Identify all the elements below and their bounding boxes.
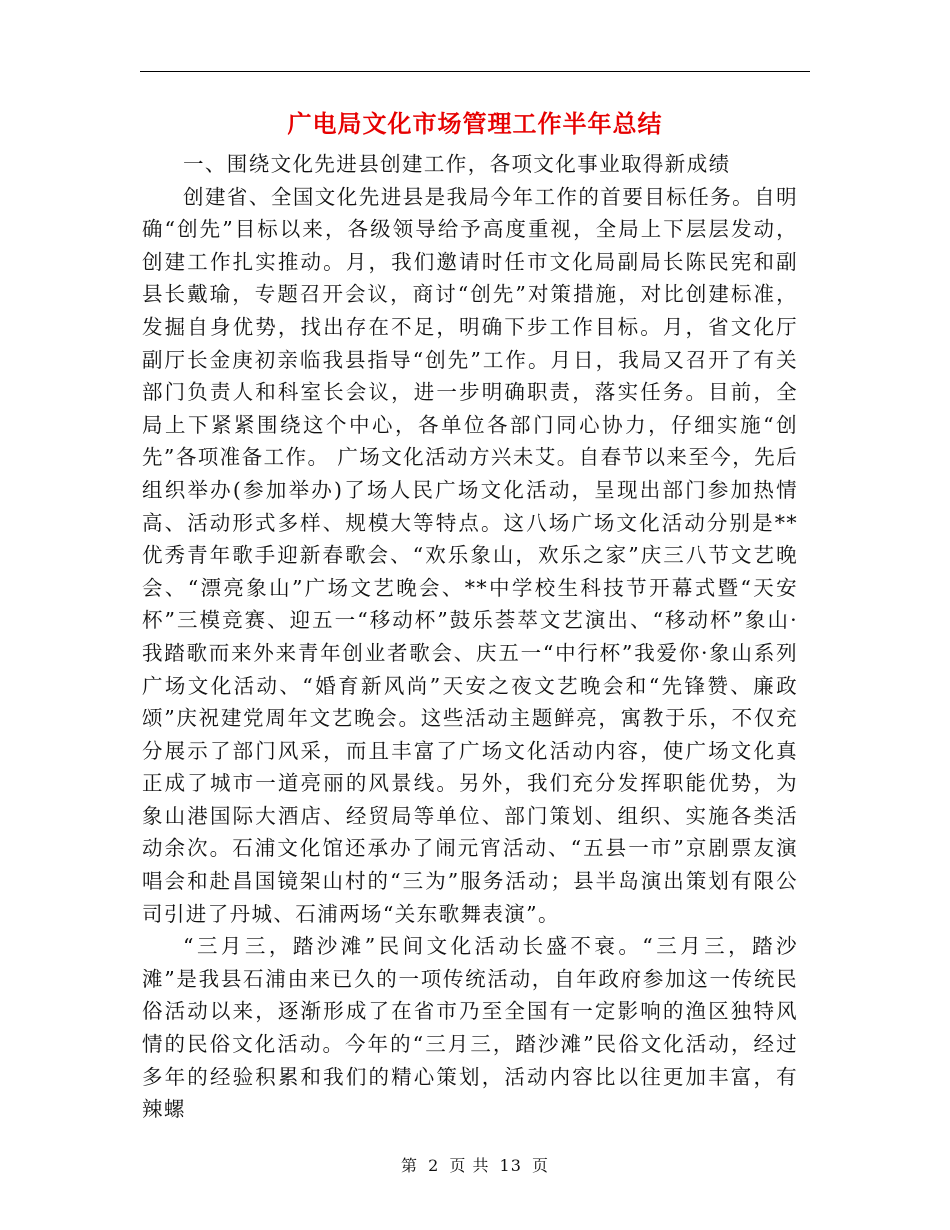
section-heading: 一、围绕文化先进县创建工作，各项文化事业取得新成绩 xyxy=(183,152,731,176)
footer-suffix: 页 xyxy=(532,1156,550,1175)
footer-total-pages: 13 xyxy=(499,1156,522,1175)
footer-prefix: 第 xyxy=(400,1156,418,1175)
body-paragraph: “三月三，踏沙滩”民间文化活动长盛不衰。“三月三，踏沙滩”是我县石浦由来已久的一项传统活动，自年政府参加这一传统民俗活动以来，逐渐形成了在省市乃至全国有一定影响的渔区独特风情的民俗文化活动。今年的“三月三，踏沙滩”民俗文化活动，经过多年的经验积累和我们的精心策划，活动内容比以往更加丰富，有辣螺 xyxy=(142,934,798,1122)
page-footer xyxy=(0,1153,950,1176)
document-body xyxy=(142,148,798,1126)
body-paragraph: 创建省、全国文化先进县是我局今年工作的首要目标任务。自明确“创先”目标以来，各级领导给予高度重视，全局上下层层发动，创建工作扎实推动。月，我们邀请时任市文化局副局长陈民宪和副县长戴瑜，专题召开会议，商讨“创先”对策措施，对比创建标准，发掘自身优势，找出存在不足，明确下步工作目标。月，省文化厅副厅长金庚初亲临我县指导“创先”工作。月日，我局又召开了有关部门负责人和科室长会议，进一步明确职责，落实任务。目前，全局上下紧紧围绕这个中心，各单位各部门同心协力，仔细实施“创先”各项准备工作。 广场文化活动方兴未艾。自春节以来至今，先后组织举办(参加举办)了场人民广场文化活动，呈现出部门参加热情高、活动形式多样、规模大等特点。这八场广场文化活动分别是**优秀青年歌手迎新春歌会、“欢乐象山，欢乐之家”庆三八节文艺晚会、“漂亮象山”广场文艺晚会、**中学校生科技节开幕式暨“天安杯”三模竞赛、迎五一“移动杯”鼓乐荟萃文艺演出、“移动杯”象山·我踏歌而来外来青年创业者歌会、庆五一“中行杯”我爱你·象山系列广场文化活动、“婚育新风尚”天安之夜文艺晚会和“先锋赞、廉政颂”庆祝建党周年文艺晚会。这些活动主题鲜亮，寓教于乐，不仅充分展示了部门风采，而且丰富了广场文化活动内容，使广场文化真正成了城市一道亮丽的风景线。另外，我们充分发挥职能优势，为象山港国际大酒店、经贸局等单位、部门策划、组织、实施各类活动余次。石浦文化馆还承办了闹元宵活动、“五县一市”京剧票友演唱会和赴昌国镜架山村的“三为”服务活动；县半岛演出策划有限公司引进了丹城、石浦两场“关东歌舞表演”。 xyxy=(142,184,798,926)
footer-middle: 页 共 xyxy=(449,1156,490,1175)
footer-page-number: 2 xyxy=(428,1156,440,1175)
document-title: 广电局文化市场管理工作半年总结 xyxy=(287,109,663,138)
header-rule xyxy=(140,71,810,72)
